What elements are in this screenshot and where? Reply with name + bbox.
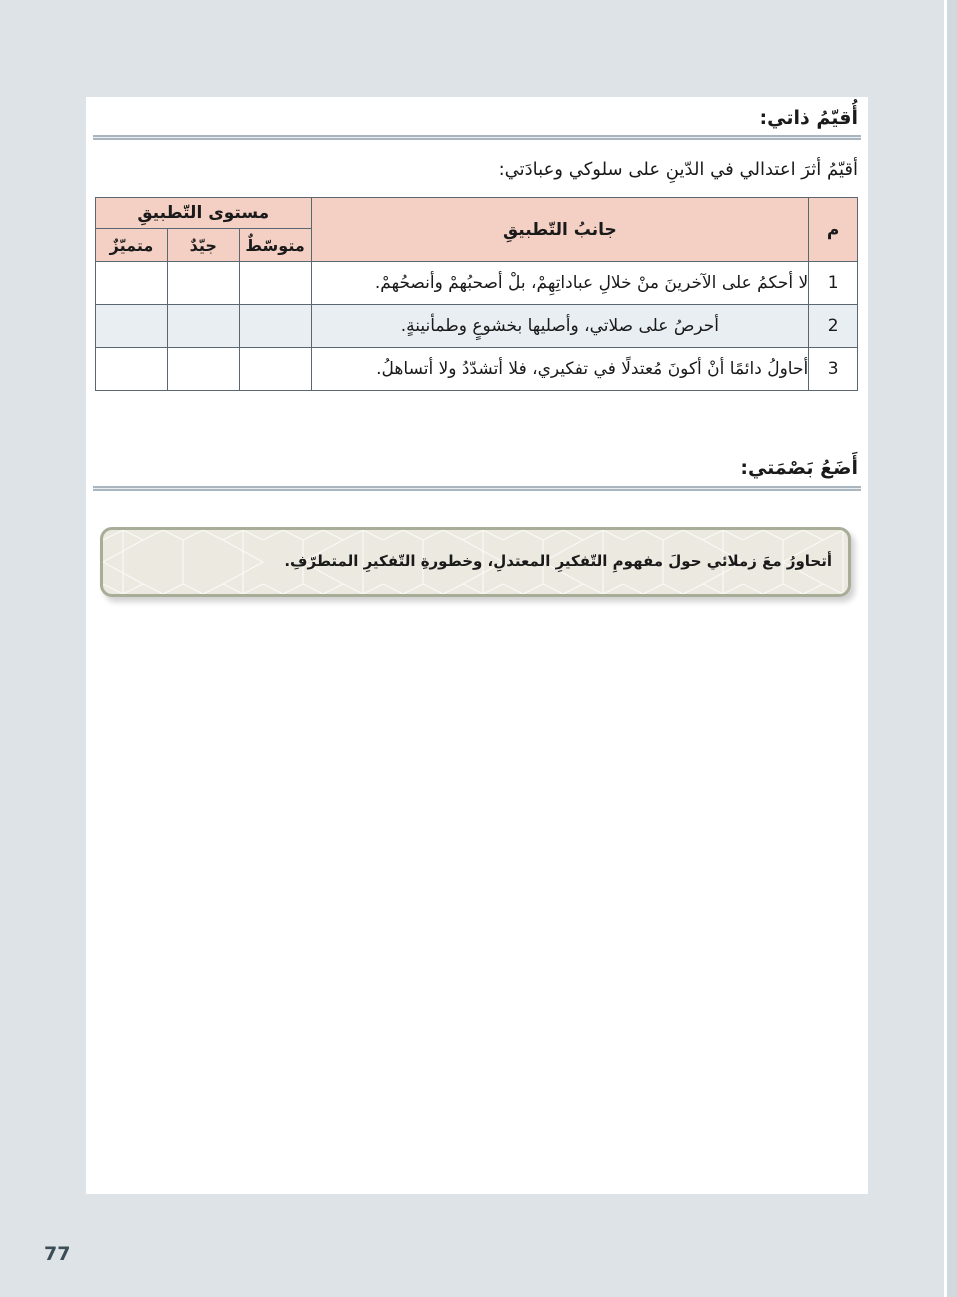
rating-cell-excellent[interactable]: [96, 305, 168, 348]
row-aspect-text: أحاولُ دائمًا أنْ أكونَ مُعتدلًا في تفكيري، فلا أتشدّدُ ولا أتساهلُ.: [311, 348, 809, 391]
instruction-text: أقيّمُ أثرَ اعتدالي في الدّينِ على سلوكي وعبادَتي:: [498, 159, 858, 180]
level-average-header: متوسّطٌ: [239, 229, 311, 262]
row-number: 1: [809, 262, 858, 305]
row-number: 2: [809, 305, 858, 348]
assessment-table: [95, 197, 858, 391]
table-header-row: [96, 198, 858, 229]
rating-cell-average[interactable]: [239, 262, 311, 305]
discussion-note-text: أتحاورُ معَ زملائي حولَ مفهومِ التّفكيرِ المعتدلِ، وخطورةِ التّفكيرِ المتطرّفِ.: [284, 552, 832, 570]
rating-cell-good[interactable]: [167, 262, 239, 305]
rating-cell-average[interactable]: [239, 305, 311, 348]
level-excellent-header: متميّزٌ: [96, 229, 168, 262]
col-number-header: م: [809, 198, 858, 262]
row-number: 3: [809, 348, 858, 391]
self-assessment-heading: أُقيّمُ ذاتي:: [759, 107, 858, 129]
page-edge-shadow: [947, 0, 957, 1297]
table-row: [96, 262, 858, 305]
rating-cell-good[interactable]: [167, 348, 239, 391]
col-aspect-header: جانبُ التّطبيقِ: [311, 198, 809, 262]
rating-cell-excellent[interactable]: [96, 348, 168, 391]
table-row: [96, 348, 858, 391]
heading-rule: [93, 135, 861, 140]
col-level-header: مستوى التّطبيقِ: [96, 198, 312, 229]
table-row: [96, 305, 858, 348]
rating-cell-excellent[interactable]: [96, 262, 168, 305]
level-good-header: جيّدٌ: [167, 229, 239, 262]
discussion-note-box: [100, 527, 851, 597]
page-number: 77: [44, 1243, 71, 1265]
my-imprint-heading: أَضَعُ بَصْمَتي:: [740, 457, 858, 479]
row-aspect-text: لا أحكمُ على الآخرينَ منْ خلالِ عباداتِهِمْ، بلْ أصحبُهمْ وأنصحُهمْ.: [311, 262, 809, 305]
row-aspect-text: أحرصُ على صلاتي، وأصليها بخشوعٍ وطمأنينةٍ.: [311, 305, 809, 348]
heading-rule: [93, 486, 861, 491]
rating-cell-good[interactable]: [167, 305, 239, 348]
page-content: [86, 97, 868, 1194]
rating-cell-average[interactable]: [239, 348, 311, 391]
